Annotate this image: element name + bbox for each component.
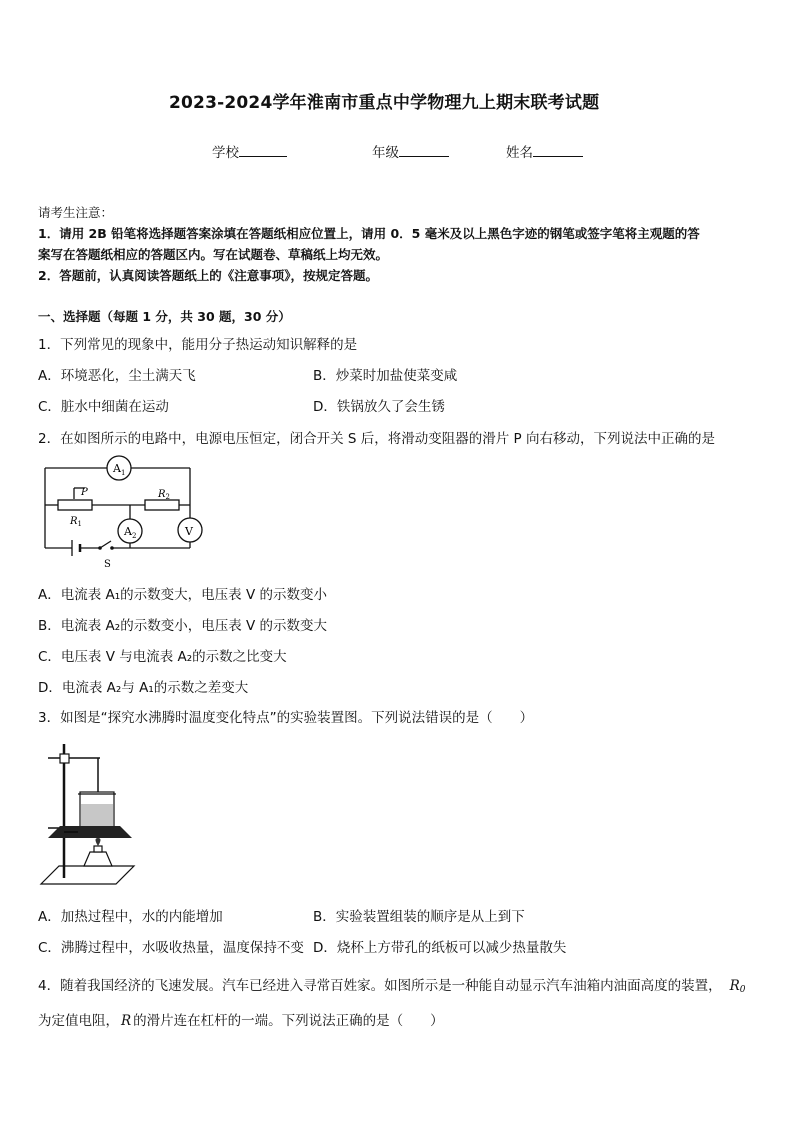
rheostat-r1-symbol	[58, 500, 92, 510]
school-field	[212, 141, 287, 161]
switch-lever	[100, 541, 111, 548]
q1-option-b: B．炒菜时加盐使菜变咸	[313, 368, 458, 384]
name-blank	[533, 144, 583, 157]
q4-line1-text: 4．随着我国经济的飞速发展。汽车已经进入寻常百姓家。如图所示是一种能自动显示汽车油箱内油面高度的装置，	[38, 978, 722, 994]
q1-option-d: D．铁锅放久了会生锈	[313, 399, 445, 415]
q3-option-c: C．沸腾过程中，水吸收热量，温度保持不变	[38, 940, 304, 956]
a2-label: $A_2$	[124, 525, 137, 540]
q2-option-d: D．电流表 A₂与 A₁的示数之差变大	[38, 680, 249, 696]
q1-option-c: C．脏水中细菌在运动	[38, 399, 169, 415]
grade-label: 年级	[372, 145, 399, 161]
q3-option-b: B．实验装置组装的顺序是从上到下	[313, 909, 525, 925]
q4-r0-symbol: $R_0$	[729, 978, 746, 995]
q3-option-d: D．烧杯上方带孔的纸板可以减少热量散失	[313, 940, 567, 956]
notice-header: 请考生注意：	[38, 205, 114, 220]
notice-item1-line2: 案写在答题纸相应的答题区内。写在试题卷、草稿纸上均无效。	[38, 247, 389, 262]
switch-contact-right	[110, 546, 114, 550]
stand-base	[41, 866, 134, 884]
q2-stem: 2．在如图所示的电路中，电源电压恒定，闭合开关 S 后，将滑动变阻器的滑片 P 向右移动，下列说法中正确的是	[38, 431, 715, 447]
flame	[96, 838, 101, 846]
q2-circuit-diagram	[40, 455, 210, 570]
q1-stem: 1．下列常见的现象中，能用分子热运动知识解释的是	[38, 337, 358, 353]
grade-field	[372, 141, 449, 161]
resistor-r2-symbol	[145, 500, 179, 510]
q4-line2-pre: 为定值电阻，	[38, 1013, 119, 1029]
name-field	[506, 141, 583, 161]
school-label: 学校	[212, 145, 239, 161]
q2-option-b: B．电流表 A₂的示数变小，电压表 V 的示数变大	[38, 618, 328, 634]
q4-r-symbol: R	[121, 1013, 132, 1029]
s-label: S	[104, 559, 111, 570]
q4-line1	[38, 974, 746, 995]
q3-stem: 3．如图是“探究水沸腾时温度变化特点”的实验装置图。下列说法错误的是（ ）	[38, 710, 534, 726]
notice-item1-line1: 1．请用 2B 铅笔将选择题答案涂填在答题纸相应位置上，请用 0．5 毫米及以上黑色字迹的钢笔或签字笔将主观题的答	[38, 226, 700, 241]
r2-label: $R_2$	[158, 489, 170, 501]
alcohol-lamp	[84, 852, 112, 866]
page-title: 2023-2024学年淮南市重点中学物理九上期末联考试题	[169, 93, 600, 113]
q2-option-a: A．电流表 A₁的示数变大，电压表 V 的示数变小	[38, 587, 327, 603]
q1-option-a: A．环境恶化，尘土满天飞	[38, 368, 196, 384]
q3-option-a: A．加热过程中，水的内能增加	[38, 909, 223, 925]
q2-option-c: C．电压表 V 与电流表 A₂的示数之比变大	[38, 649, 287, 665]
notice-item2: 2．答题前，认真阅读答题纸上的《注意事项》，按规定答题。	[38, 268, 378, 283]
gauze-board	[48, 826, 132, 838]
q4-line2-post: 的滑片连在杠杆的一端。下列说法正确的是（ ）	[133, 1013, 444, 1029]
section-header: 一、选择题（每题 1 分，共 30 题，30 分）	[38, 309, 291, 324]
name-label: 姓名	[506, 145, 533, 161]
r1-label: $R_1$	[70, 516, 82, 528]
a1-label: $A_1$	[113, 462, 126, 477]
q3-boiling-apparatus-figure	[38, 738, 138, 890]
v-label: V	[185, 525, 193, 538]
grade-blank	[399, 144, 449, 157]
q4-line2	[38, 1009, 444, 1029]
p-label: P	[81, 487, 88, 498]
school-blank	[239, 144, 287, 157]
